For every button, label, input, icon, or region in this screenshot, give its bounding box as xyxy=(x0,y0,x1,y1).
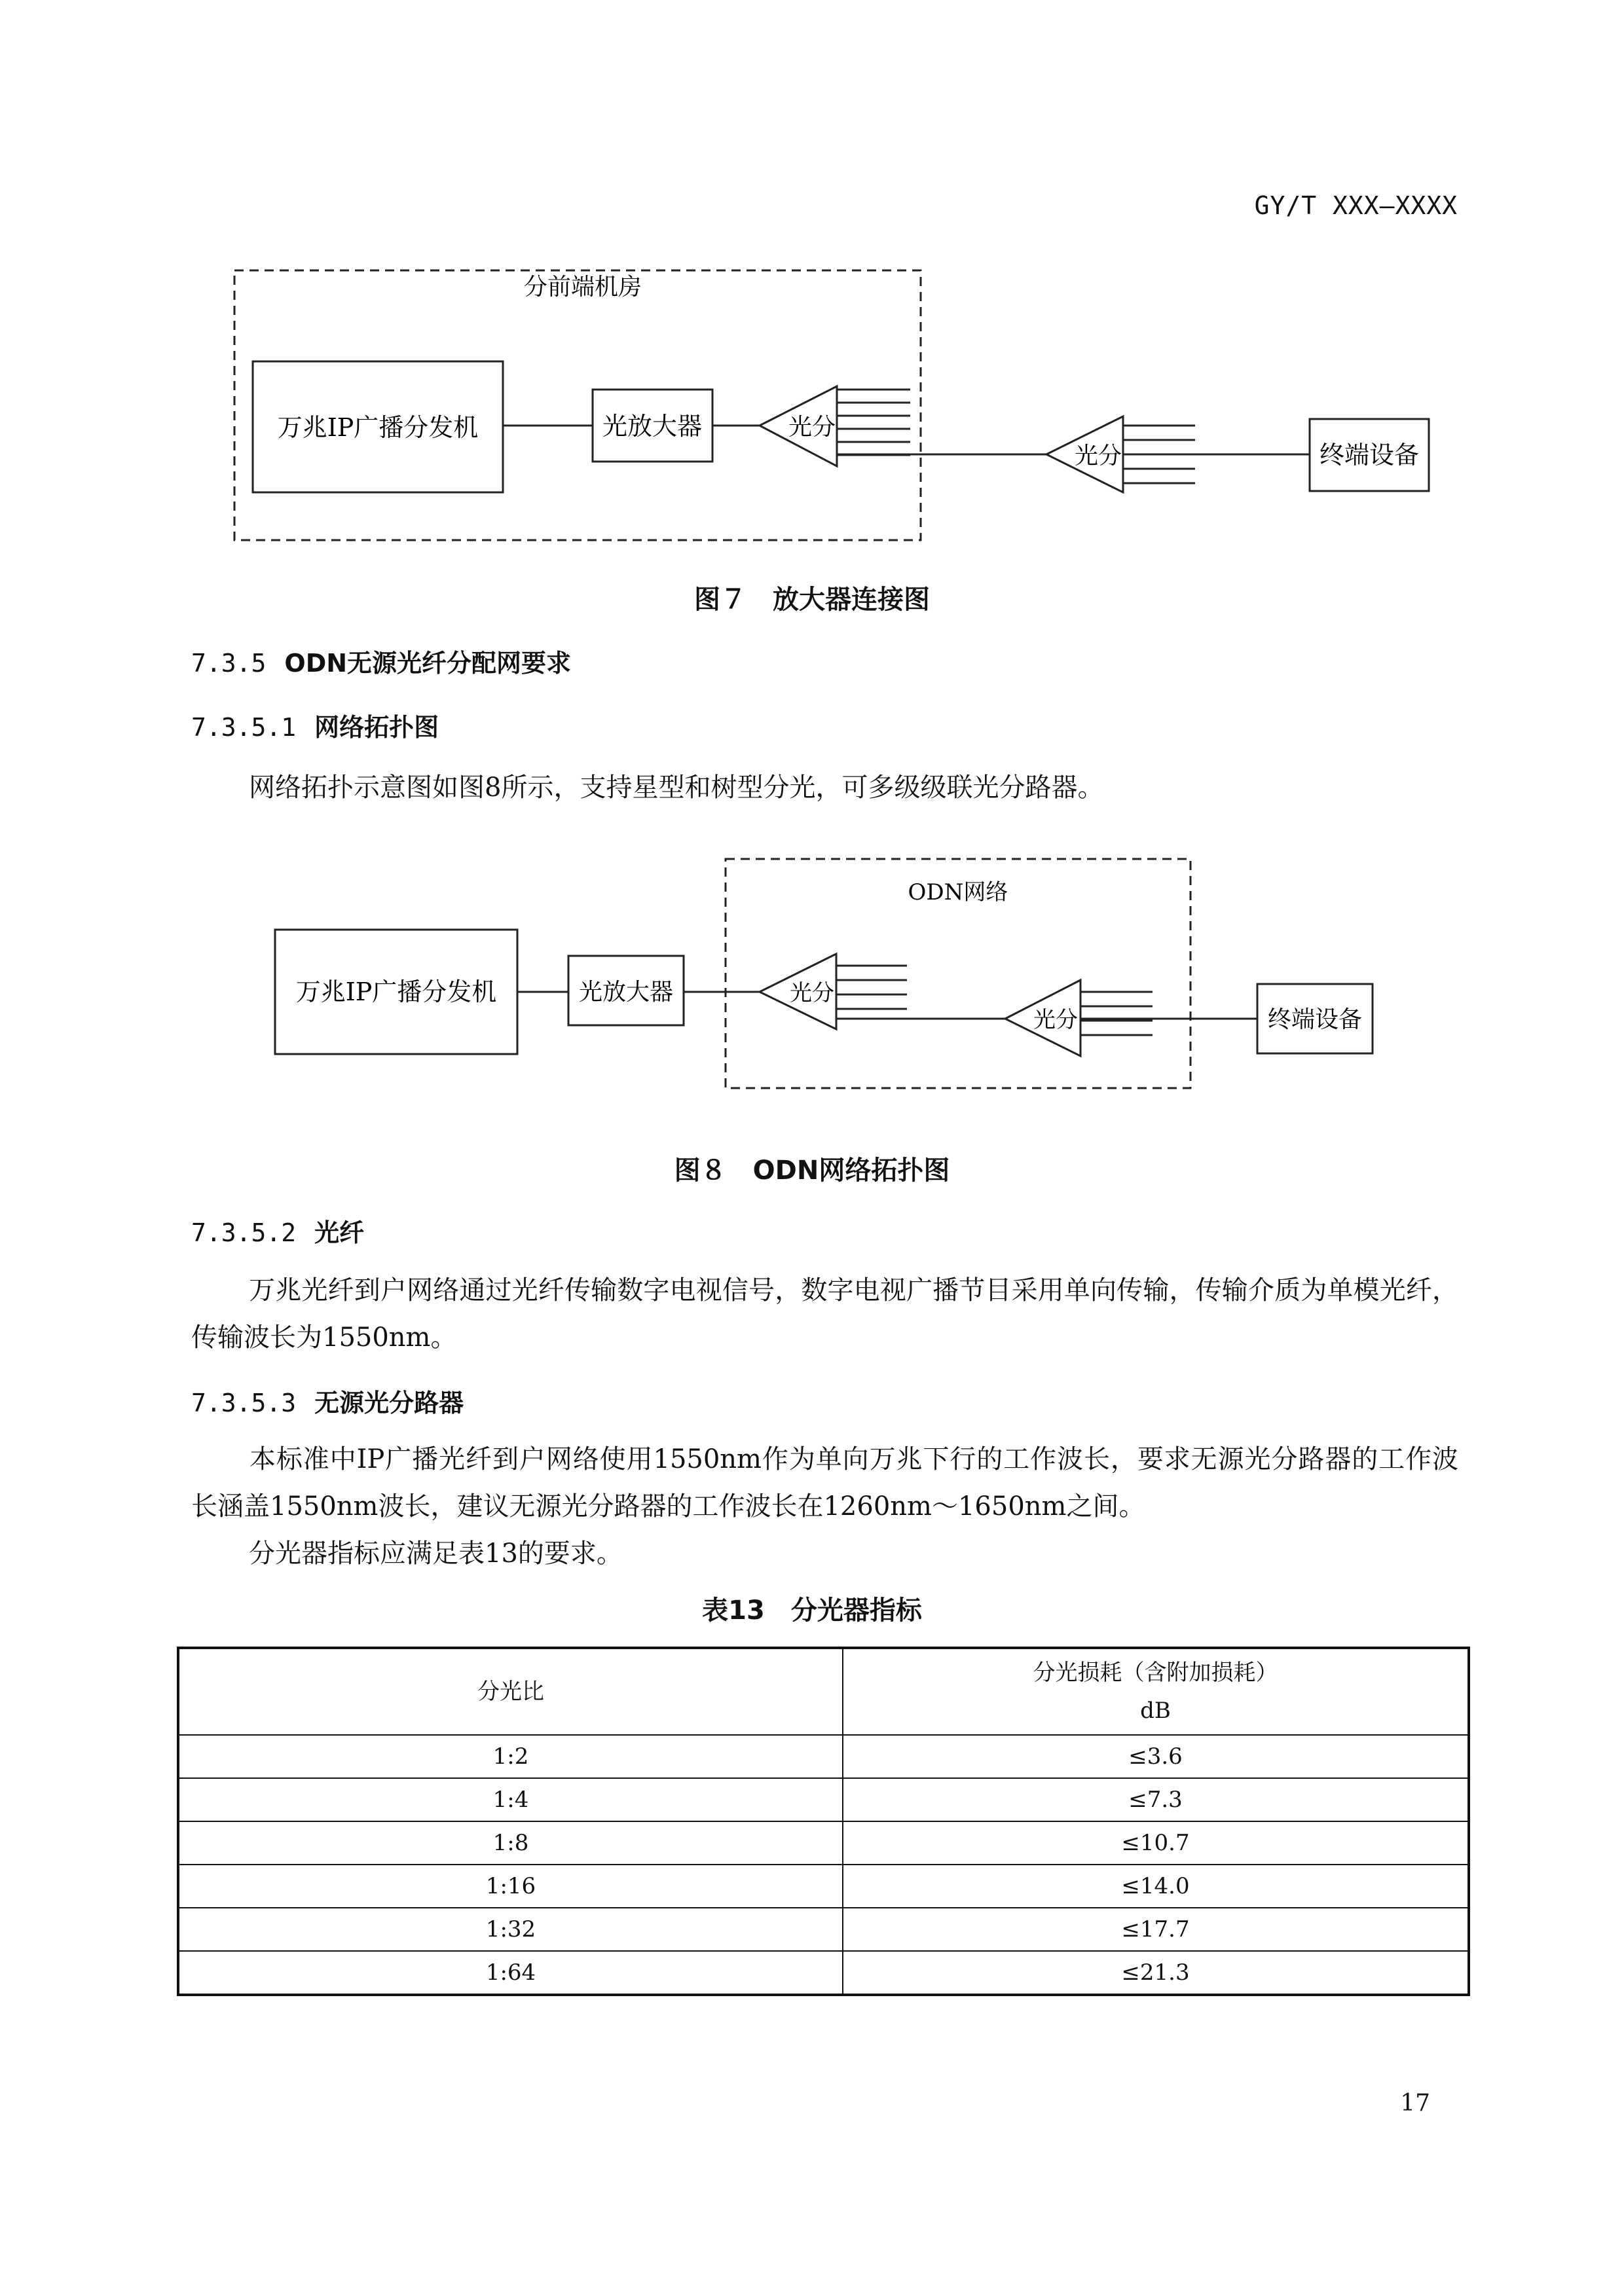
section-number: 7.3.5 xyxy=(191,649,267,678)
transmitter-label: 万兆IP广播分发机 xyxy=(295,977,497,1006)
table-13-caption: 表13 分光器指标 xyxy=(702,1595,922,1626)
terminal-label: 终端设备 xyxy=(1319,441,1420,469)
section-title: 无源光分路器 xyxy=(314,1389,464,1417)
paragraph-table-reference xyxy=(191,1530,1458,1577)
paragraph-topology xyxy=(191,764,1458,811)
cell-loss: ≤3.6 xyxy=(843,1735,1469,1778)
splitter-label: 光分 xyxy=(1033,1007,1078,1033)
table-row xyxy=(178,1908,1469,1951)
header-unit: dB xyxy=(1140,1698,1171,1724)
column-header-ratio: 分光比 xyxy=(178,1648,843,1735)
cell-ratio: 1:64 xyxy=(178,1951,843,1995)
cell-ratio: 1:4 xyxy=(178,1778,843,1821)
cell-loss: ≤17.7 xyxy=(843,1908,1469,1951)
cell-ratio: 1:32 xyxy=(178,1908,843,1951)
paragraph-text: 网络拓扑示意图如图8所示，支持星型和树型分光，可多级级联光分路器。 xyxy=(249,773,1104,803)
splitter-spec-table xyxy=(177,1647,1470,1996)
figure-8-caption: 图８ ODN网络拓扑图 xyxy=(674,1156,950,1186)
splitter-label: 光分 xyxy=(1074,443,1122,469)
amplifier-label: 光放大器 xyxy=(602,412,703,441)
splitter-fanout-lines xyxy=(1080,992,1153,1035)
section-heading-7-3-5-3 xyxy=(191,1383,464,1419)
splitter-fanout-lines xyxy=(837,390,910,455)
section-heading-7-3-5 xyxy=(191,643,571,679)
section-title: ODN无源光纤分配网要求 xyxy=(284,649,572,678)
paragraph-splitter xyxy=(191,1436,1458,1530)
table-header-row xyxy=(178,1648,1469,1735)
section-heading-7-3-5-2 xyxy=(191,1212,364,1248)
splitter-fanout-lines xyxy=(836,966,907,1009)
figure-8-diagram xyxy=(0,851,1624,1113)
cell-loss: ≤14.0 xyxy=(843,1865,1469,1908)
section-title: 光纤 xyxy=(314,1218,365,1247)
table-row xyxy=(178,1821,1469,1865)
group-label: ODN网络 xyxy=(908,879,1008,905)
cell-ratio: 1:16 xyxy=(178,1865,843,1908)
amplifier-label: 光放大器 xyxy=(578,979,674,1006)
cell-ratio: 1:2 xyxy=(178,1735,843,1778)
cell-loss: ≤21.3 xyxy=(843,1951,1469,1995)
page-number: 17 xyxy=(1400,2090,1430,2117)
section-number: 7.3.5.3 xyxy=(191,1389,297,1417)
section-title: 网络拓扑图 xyxy=(314,713,439,742)
cell-loss: ≤7.3 xyxy=(843,1778,1469,1821)
figure-7-diagram xyxy=(0,249,1624,576)
header-line: 分光损耗（含附加损耗） xyxy=(1033,1660,1278,1686)
splitter-label: 光分 xyxy=(790,980,834,1006)
splitter-label: 光分 xyxy=(788,414,836,441)
section-number: 7.3.5.2 xyxy=(191,1218,297,1247)
group-label: 分前端机房 xyxy=(523,274,642,301)
paragraph-text: 分光器指标应满足表13的要求。 xyxy=(249,1539,623,1569)
transmitter-label: 万兆IP广播分发机 xyxy=(277,413,479,442)
section-heading-7-3-5-1 xyxy=(191,707,439,743)
paragraph-text: 万兆光纤到户网络通过光纤传输数字电视信号，数字电视广播节目采用单向传输，传输介质为单模光纤，传输波长为1550nm。 xyxy=(191,1275,1458,1353)
cell-loss: ≤10.7 xyxy=(843,1821,1469,1865)
section-number: 7.3.5.1 xyxy=(191,713,297,742)
figure-7-caption: 图７ 放大器连接图 xyxy=(694,585,930,615)
column-header-loss xyxy=(843,1648,1469,1735)
document-code: GY/T XXX—XXXX xyxy=(1254,191,1458,220)
paragraph-text: 本标准中IP广播光纤到户网络使用1550nm作为单向万兆下行的工作波长，要求无源光分路器的工作波长涵盖1550nm波长，建议无源光分路器的工作波长在1260nm～1650nm之间。 xyxy=(191,1444,1458,1522)
table-row xyxy=(178,1951,1469,1995)
paragraph-fiber xyxy=(191,1267,1458,1361)
table-row xyxy=(178,1865,1469,1908)
table-row xyxy=(178,1735,1469,1778)
cell-ratio: 1:8 xyxy=(178,1821,843,1865)
table-row xyxy=(178,1778,1469,1821)
terminal-label: 终端设备 xyxy=(1267,1006,1363,1033)
